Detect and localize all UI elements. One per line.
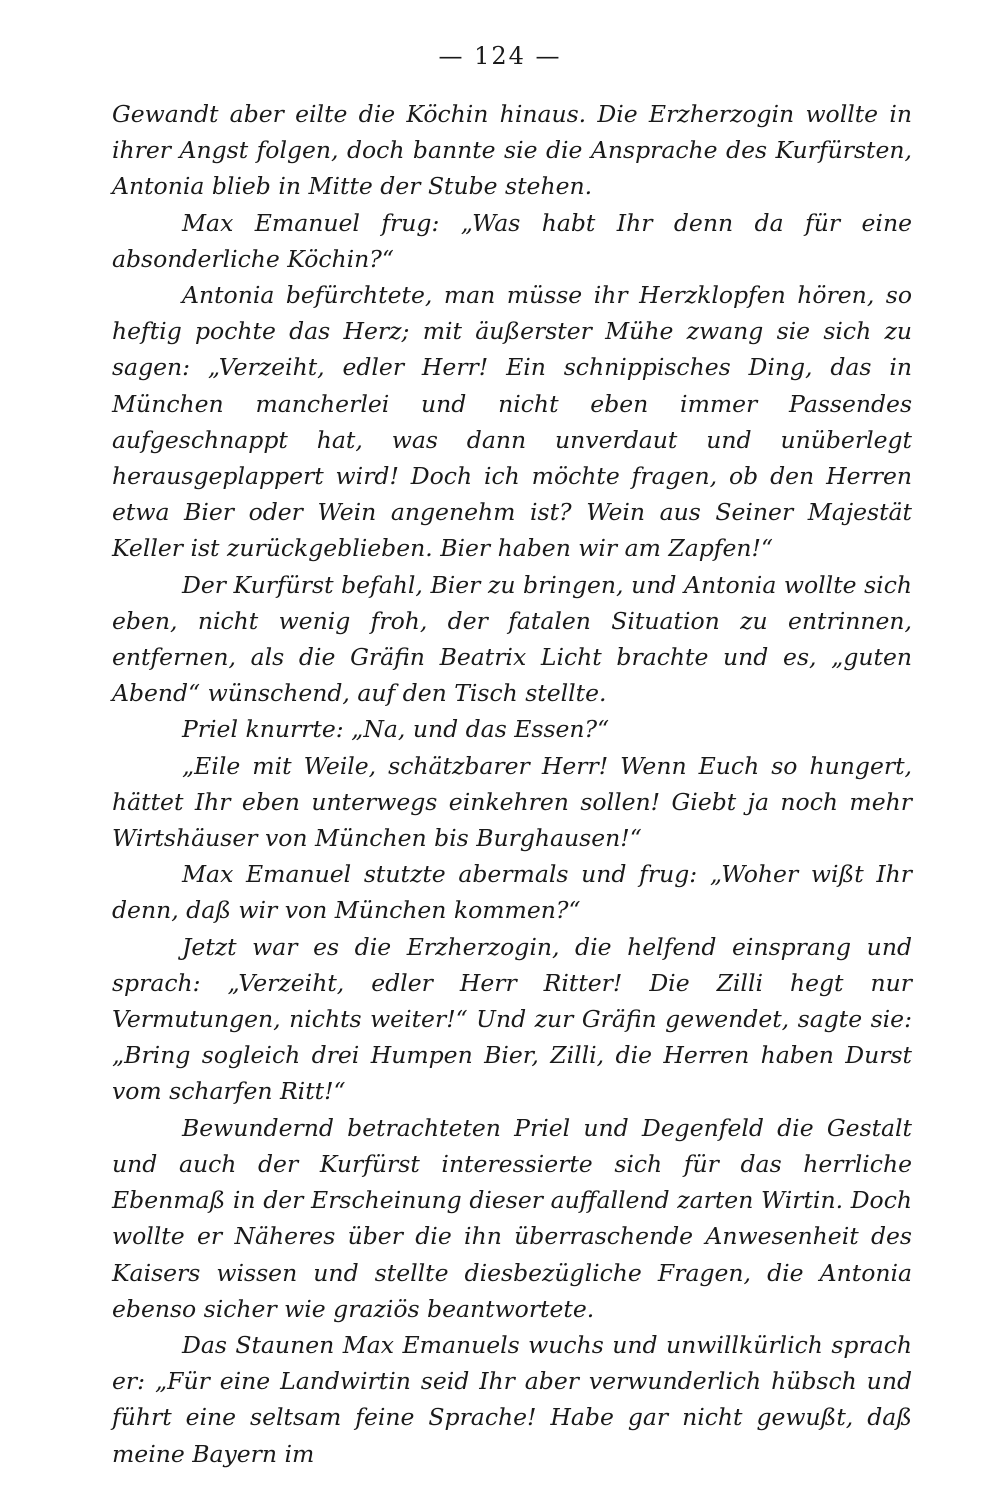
paragraph-4: Der Kurfürst befahl, Bier zu bringen, und Antonia wollte sich eben, nicht wenig froh, der fatalen Situation zu entrinnen, entfernen, als die Gräfin Beatrix Licht brachte und es, „guten Abend“ wünschend, auf den Tisch stellte. — [112, 570, 912, 708]
paragraph-1: Gewandt aber eilte die Köchin hinaus. Die Erzherzogin wollte in ihrer Angst folgen, doch bannte sie die Ansprache des Kurfürsten, Antonia blieb in Mitte der Stube stehen. — [112, 100, 912, 201]
paragraph-7: Max Emanuel stutzte abermals und frug: „Woher wißt Ihr denn, daß wir von München kommen?“ — [112, 860, 912, 925]
paragraph-5: Priel knurrte: „Na, und das Essen?“ — [182, 715, 610, 744]
paragraph-10: Das Staunen Max Emanuels wuchs und unwillkürlich sprach er: „Für eine Landwirtin seid Ihr aber verwunderlich hübsch und führt eine seltsam feine Sprache! Habe gar nicht gewußt, daß meine Bayern im — [112, 1330, 912, 1468]
page-number: — 124 — — [438, 42, 562, 70]
paragraph-6: „Eile mit Weile, schätzbarer Herr! Wenn Euch so hungert, hättet Ihr eben unterwegs einkehren sollen! Giebt ja noch mehr Wirtshäuser von München bis Burghausen!“ — [112, 751, 912, 853]
paragraph-2: Max Emanuel frug: „Was habt Ihr denn da für eine absonderliche Köchin?“ — [112, 208, 912, 273]
paragraph-8: Jetzt war es die Erzherzogin, die helfend einsprang und sprach: „Verzeiht, edler Herr Ritter! Die Zilli hegt nur Vermutungen, nichts weiter!“ Und zur Gräfin gewendet, sagte sie: „Bring sogleich drei Humpen Bier, Zilli, die Herren haben Durst vom scharfen Ritt!“ — [112, 932, 912, 1106]
body-text — [112, 96, 912, 1472]
paragraph-3: Antonia befürchtete, man müsse ihr Herzklopfen hören, so heftig pochte das Herz; mit äußerster Mühe zwang sie sich zu sagen: „Verzeiht, edler Herr! Ein schnippisches Ding, das in München mancherlei und nicht eben immer Passendes aufgeschnappt hat, was dann unverdaut und unüberlegt herausgeplappert wird! Doch ich möchte fragen, ob den Herren etwa Bier oder Wein angenehm ist? Wein aus Seiner Majestät Keller ist zurückgeblieben. Bier haben wir am Zapfen!“ — [112, 281, 912, 563]
paragraph-9: Bewundernd betrachteten Priel und Degenfeld die Gestalt und auch der Kurfürst interessierte sich für das herrliche Ebenmaß in der Erscheinung dieser auffallend zarten Wirtin. Doch wollte er Näheres über die ihn überraschende Anwesenheit des Kaisers wissen und stellte diesbezügliche Fragen, die Antonia ebenso sicher wie graziös beantwortete. — [112, 1113, 912, 1323]
